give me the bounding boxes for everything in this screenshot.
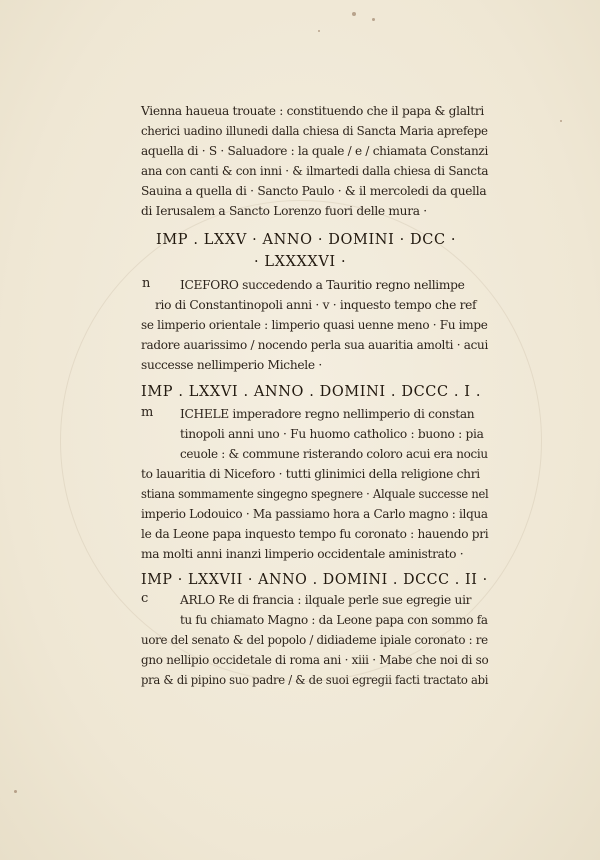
text-line: di Ierusalem a Sancto Lorenzo fuori delle mura · <box>141 204 427 218</box>
foxing-spot <box>352 12 356 16</box>
heading-line: IMP · LXXVII · ANNO . DOMINI . DCCC . II · <box>141 572 488 588</box>
text-line: aquella di · S · Saluadore : la quale / e / chiamata Constanzi <box>141 144 489 158</box>
guide-letter: m <box>141 405 154 420</box>
text-line: Sauina a quella di · Sancto Paulo · & il mercoledi da quella <box>141 184 487 198</box>
text-line: cherici uadino illunedi dalla chiesa di Sancta Maria aprefepe <box>141 124 488 138</box>
text-line: successe nellimperio Michele · <box>141 358 322 372</box>
text-line: ICEFORO succedendo a Tauritio regno nellimpe <box>180 278 465 292</box>
text-line: tu fu chiamato Magno : da Leone papa con sommo fa <box>180 613 488 627</box>
heading-line: IMP . LXXVI . ANNO . DOMINI . DCCC . I . <box>141 384 482 400</box>
heading-line: · LXXXXVI · <box>254 254 347 270</box>
watermark-circle <box>60 200 542 682</box>
text-line: tinopoli anni uno · Fu huomo catholico : buono : pia <box>180 427 484 441</box>
text-line: rio di Constantinopoli anni · v · inquesto tempo che ref <box>155 298 477 312</box>
text-line: Vienna haueua trouate : constituendo che il papa & glaltri <box>141 104 484 118</box>
text-line: uore del senato & del popolo / didiademe ipiale coronato : re <box>141 633 488 647</box>
text-line: ma molti anni inanzi limperio occidentale aministrato · <box>141 547 464 561</box>
foxing-spot <box>14 790 17 793</box>
text-line: to lauaritia di Niceforo · tutti glinimici della religione chri <box>141 467 480 481</box>
foxing-spot <box>560 120 562 122</box>
guide-letter: c <box>141 591 149 606</box>
text-line: imperio Lodouico · Ma passiamo hora a Carlo magno : ilqua <box>141 507 488 521</box>
text-line: ICHELE imperadore regno nellimperio di constan <box>180 407 475 421</box>
text-line: ceuole : & commune risterando coloro acui era nociu <box>180 447 488 461</box>
text-line: le da Leone papa inquesto tempo fu coronato : hauendo pri <box>141 527 489 541</box>
text-line: pra & di pipino suo padre / & de suoi egregii facti tractato abi <box>141 673 489 687</box>
text-line: se limperio orientale : limperio quasi uenne meno · Fu impe <box>141 318 488 332</box>
foxing-spot <box>372 18 375 21</box>
text-line: ana con canti & con inni · & ilmartedi dalla chiesa di Sancta <box>141 164 489 178</box>
text-line: radore auarissimo / nocendo perla sua auaritia amolti · acui <box>141 338 489 352</box>
text-line: ARLO Re di francia : ilquale perle sue egregie uir <box>180 593 472 607</box>
foxing-spot <box>318 30 320 32</box>
text-line: gno nellipio occidetale di roma ani · xiii · Mabe che noi di so <box>141 653 489 667</box>
text-line: stiana sommamente singegno spegnere · Alquale successe nel <box>141 487 489 501</box>
guide-letter: n <box>142 276 151 291</box>
heading-line: IMP . LXXV · ANNO · DOMINI · DCC · <box>156 232 457 248</box>
